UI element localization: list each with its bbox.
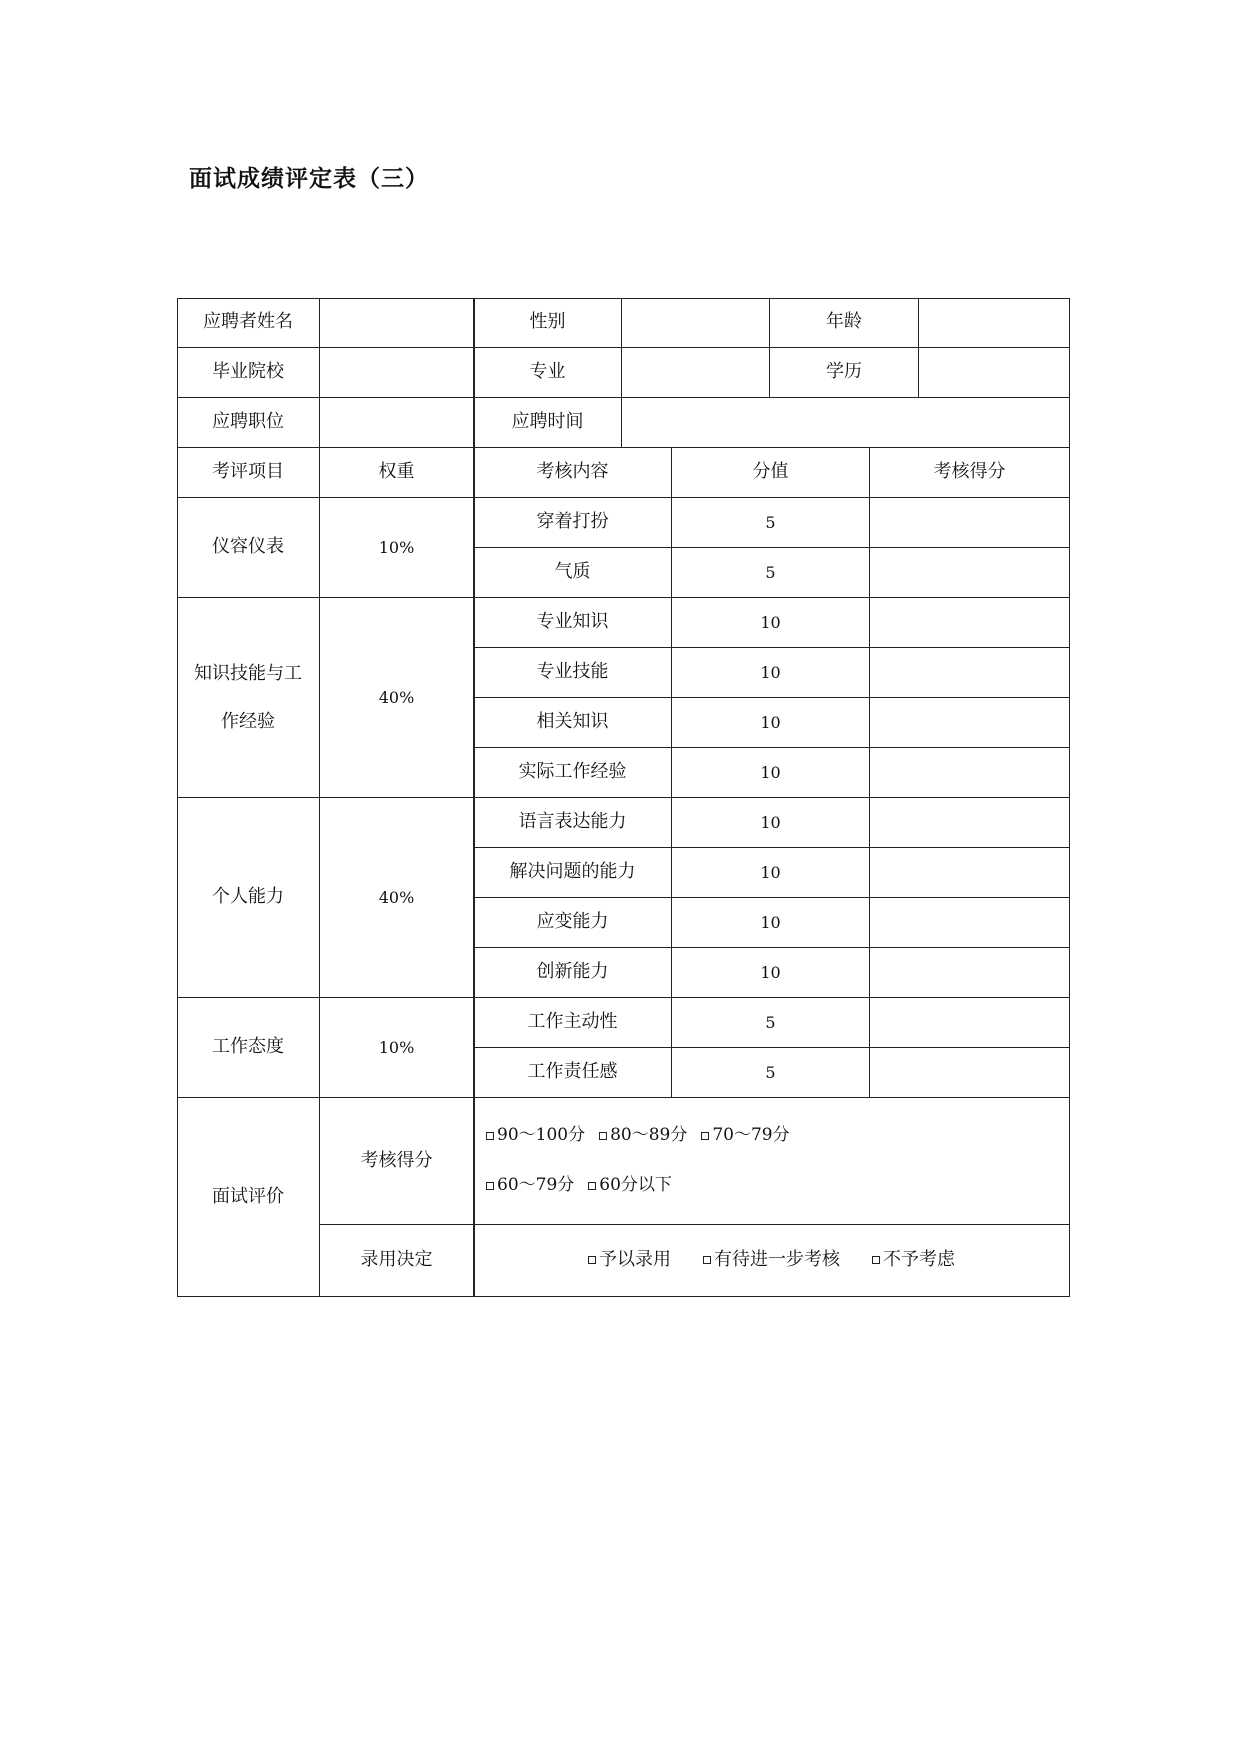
name-field[interactable] [320, 298, 474, 348]
score-option[interactable] [486, 1172, 574, 1199]
item-value: 10 [672, 948, 870, 998]
item-value: 5 [672, 998, 870, 1048]
group-name: 仪容仪表 [177, 498, 320, 598]
score-options-line-2 [486, 1161, 686, 1211]
column-header-weight: 权重 [320, 448, 474, 498]
checkbox-icon[interactable] [486, 1132, 494, 1140]
item-score-field[interactable] [870, 548, 1070, 598]
item-value: 10 [672, 648, 870, 698]
item-content: 语言表达能力 [474, 798, 672, 848]
name-label: 应聘者姓名 [177, 298, 320, 348]
score-option-label: 90～100分 [497, 1125, 586, 1146]
item-content: 应变能力 [474, 898, 672, 948]
school-label: 毕业院校 [177, 348, 320, 398]
item-score-field[interactable] [870, 648, 1070, 698]
item-score-field[interactable] [870, 698, 1070, 748]
decision-option[interactable] [872, 1246, 955, 1275]
item-content: 穿着打扮 [474, 498, 672, 548]
score-option[interactable] [701, 1122, 789, 1149]
item-value: 5 [672, 548, 870, 598]
item-value: 5 [672, 498, 870, 548]
column-header-score-obtained: 考核得分 [870, 448, 1070, 498]
item-content: 实际工作经验 [474, 748, 672, 798]
score-option-label: 70～79分 [712, 1125, 790, 1146]
age-field[interactable] [919, 298, 1070, 348]
decision-option[interactable] [588, 1246, 671, 1275]
group-name-text: 知识技能与工作经验 [194, 662, 302, 732]
item-content: 专业技能 [474, 648, 672, 698]
major-label: 专业 [474, 348, 622, 398]
group-weight: 10% [320, 998, 474, 1098]
item-content: 解决问题的能力 [474, 848, 672, 898]
checkbox-icon[interactable] [588, 1182, 596, 1190]
group-weight: 40% [320, 798, 474, 998]
score-option[interactable] [486, 1122, 585, 1149]
group-weight: 10% [320, 498, 474, 598]
checkbox-icon[interactable] [872, 1256, 880, 1264]
evaluation-score-label: 考核得分 [320, 1098, 474, 1225]
column-header-score-value: 分值 [672, 448, 870, 498]
item-score-field[interactable] [870, 948, 1070, 998]
item-value: 10 [672, 598, 870, 648]
item-score-field[interactable] [870, 498, 1070, 548]
group-name: 工作态度 [177, 998, 320, 1098]
column-divider [474, 298, 475, 1297]
gender-label: 性别 [474, 298, 622, 348]
score-range-options [474, 1098, 1070, 1225]
education-label: 学历 [770, 348, 919, 398]
item-value: 5 [672, 1048, 870, 1098]
score-option-label: 60分以下 [599, 1175, 672, 1196]
checkbox-icon[interactable] [599, 1132, 607, 1140]
item-score-field[interactable] [870, 798, 1070, 848]
item-score-field[interactable] [870, 898, 1070, 948]
group-name [177, 598, 320, 798]
page-title: 面试成绩评定表（三） [189, 166, 429, 192]
item-content: 气质 [474, 548, 672, 598]
item-score-field[interactable] [870, 598, 1070, 648]
item-score-field[interactable] [870, 1048, 1070, 1098]
score-option[interactable] [599, 1122, 687, 1149]
checkbox-icon[interactable] [486, 1182, 494, 1190]
age-label: 年龄 [770, 298, 919, 348]
item-content: 工作责任感 [474, 1048, 672, 1098]
gender-field[interactable] [622, 298, 770, 348]
decision-options [474, 1225, 1070, 1297]
major-field[interactable] [622, 348, 770, 398]
item-value: 10 [672, 848, 870, 898]
score-option-label: 60～79分 [497, 1175, 575, 1196]
decision-option[interactable] [703, 1246, 840, 1275]
score-option-label: 80～89分 [610, 1125, 688, 1146]
decision-option-label: 有待进一步考核 [714, 1249, 840, 1271]
score-option[interactable] [588, 1172, 672, 1199]
group-weight: 40% [320, 598, 474, 798]
interview-score-form [177, 298, 1070, 1297]
column-header-content: 考核内容 [474, 448, 672, 498]
item-content: 专业知识 [474, 598, 672, 648]
group-name: 个人能力 [177, 798, 320, 998]
checkbox-icon[interactable] [701, 1132, 709, 1140]
school-field[interactable] [320, 348, 474, 398]
position-field[interactable] [320, 398, 474, 448]
evaluation-label: 面试评价 [177, 1098, 320, 1297]
item-content: 创新能力 [474, 948, 672, 998]
item-score-field[interactable] [870, 998, 1070, 1048]
time-label: 应聘时间 [474, 398, 622, 448]
item-score-field[interactable] [870, 748, 1070, 798]
item-content: 工作主动性 [474, 998, 672, 1048]
item-value: 10 [672, 798, 870, 848]
item-value: 10 [672, 748, 870, 798]
item-score-field[interactable] [870, 848, 1070, 898]
decision-label: 录用决定 [320, 1225, 474, 1297]
time-field[interactable] [622, 398, 1070, 448]
education-field[interactable] [919, 348, 1070, 398]
decision-option-label: 不予考虑 [883, 1249, 955, 1271]
position-label: 应聘职位 [177, 398, 320, 448]
item-value: 10 [672, 698, 870, 748]
checkbox-icon[interactable] [588, 1256, 596, 1264]
decision-option-label: 予以录用 [599, 1249, 671, 1271]
item-content: 相关知识 [474, 698, 672, 748]
column-header-item: 考评项目 [177, 448, 320, 498]
score-options-line-1 [486, 1111, 804, 1161]
item-value: 10 [672, 898, 870, 948]
checkbox-icon[interactable] [703, 1256, 711, 1264]
